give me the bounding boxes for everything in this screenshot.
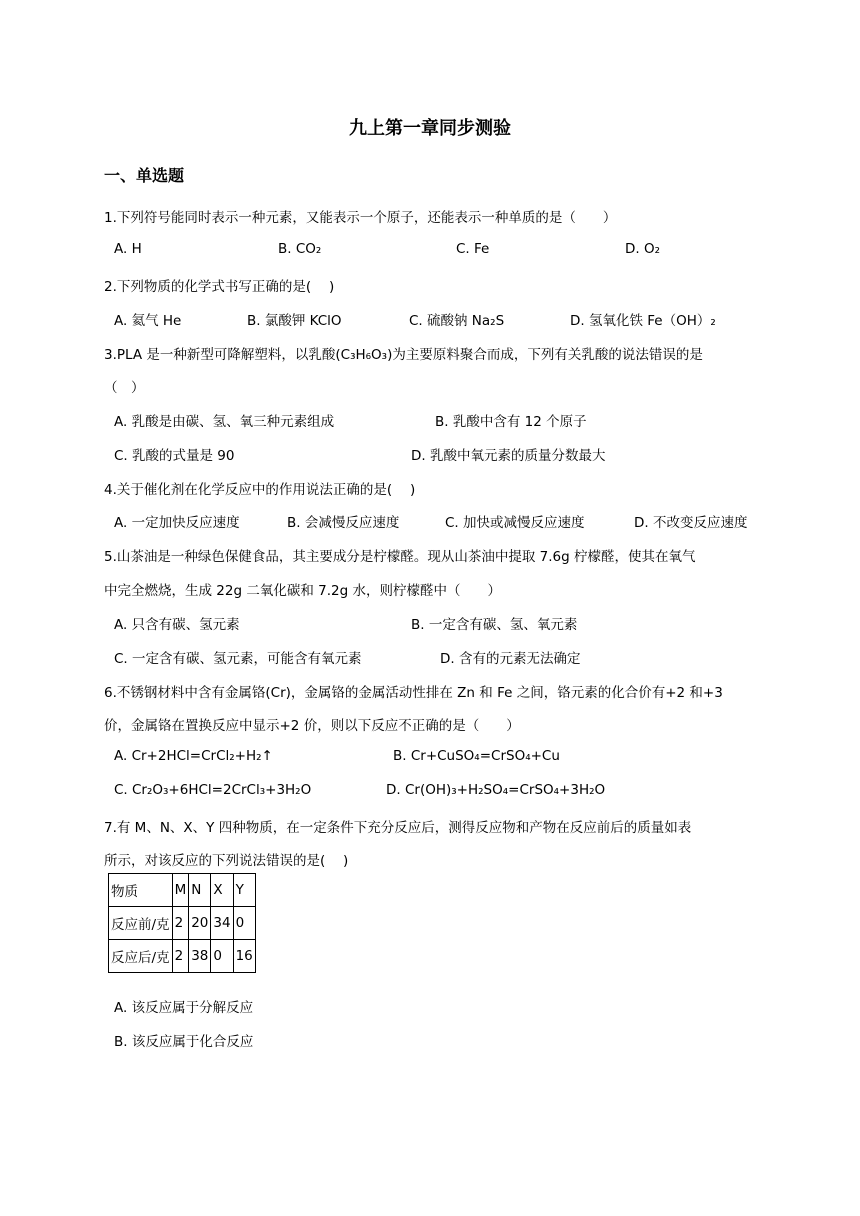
table-cell: 反应后/克 (109, 940, 173, 973)
question-3-stem-line1: 3.PLA 是一种新型可降解塑料，以乳酸(C₃H₆O₃)为主要原料聚合而成，下列有关乳酸的说法错误的是 (104, 347, 703, 363)
table-cell: 20 (189, 907, 211, 940)
q2-option-a: A. 氦气 He (114, 313, 182, 329)
q2-option-c: C. 硫酸钠 Na₂S (409, 313, 505, 329)
table-cell: 34 (211, 907, 233, 940)
question-6-stem-line2: 价，金属铬在置换反应中显示+2 价，则以下反应不正确的是（ ） (104, 718, 520, 734)
table-cell: 反应前/克 (109, 907, 173, 940)
table-cell: 0 (211, 940, 233, 973)
q4-option-a: A. 一定加快反应速度 (114, 515, 240, 531)
table-cell: 0 (233, 907, 255, 940)
question-1-stem: 1.下列符号能同时表示一种元素，又能表示一个原子，还能表示一种单质的是（ ） (104, 210, 617, 226)
q4-option-c: C. 加快或减慢反应速度 (445, 515, 585, 531)
q7-option-a: A. 该反应属于分解反应 (114, 1000, 254, 1016)
q6-option-d: D. Cr(OH)₃+H₂SO₄=CrSO₄+3H₂O (386, 782, 606, 798)
table-header-row (109, 874, 256, 907)
q6-option-c: C. Cr₂O₃+6HCl=2CrCl₃+3H₂O (114, 782, 312, 798)
question-5-stem-line1: 5.山茶油是一种绿色保健食品，其主要成分是柠檬醛。现从山茶油中提取 7.6g 柠檬醛，使其在氧气 (104, 549, 696, 565)
table-cell: 2 (172, 907, 189, 940)
table-cell: N (189, 874, 211, 907)
q3-option-b: B. 乳酸中含有 12 个原子 (435, 414, 587, 430)
question-3-stem-line2: （ ） (104, 380, 145, 396)
q6-option-b: B. Cr+CuSO₄=CrSO₄+Cu (393, 748, 560, 764)
q3-option-a: A. 乳酸是由碳、氢、氧三种元素组成 (114, 414, 335, 430)
q2-option-d: D. 氢氧化铁 Fe（OH）₂ (570, 313, 716, 329)
table-cell: 2 (172, 940, 189, 973)
table-cell: M (172, 874, 189, 907)
table-cell: Y (233, 874, 255, 907)
q2-option-b: B. 氯酸钾 KClO (247, 313, 342, 329)
table-cell: 16 (233, 940, 255, 973)
question-7-stem-line1: 7.有 M、N、X、Y 四种物质，在一定条件下充分反应后，测得反应物和产物在反应前后的质量如表 (104, 820, 692, 836)
q1-option-c: C. Fe (456, 241, 490, 257)
q5-option-c: C. 一定含有碳、氢元素，可能含有氧元素 (114, 651, 362, 667)
question-6-stem-line1: 6.不锈钢材料中含有金属铬(Cr)，金属铬的金属活动性排在 Zn 和 Fe 之间，铬元素的化合价有+2 和+3 (104, 685, 723, 701)
page-title: 九上第一章同步测验 (349, 118, 511, 139)
table-row (109, 907, 256, 940)
q5-option-d: D. 含有的元素无法确定 (440, 651, 581, 667)
q1-option-b: B. CO₂ (278, 241, 322, 257)
q3-option-d: D. 乳酸中氧元素的质量分数最大 (411, 448, 606, 464)
table-cell: 38 (189, 940, 211, 973)
q1-option-d: D. O₂ (625, 241, 661, 257)
q1-option-a: A. H (114, 241, 142, 257)
question-4-stem: 4.关于催化剂在化学反应中的作用说法正确的是( ) (104, 482, 416, 498)
section-heading: 一、单选题 (104, 166, 185, 185)
q5-option-b: B. 一定含有碳、氢、氧元素 (411, 617, 578, 633)
q3-option-c: C. 乳酸的式量是 90 (114, 448, 235, 464)
q6-option-a: A. Cr+2HCl=CrCl₂+H₂↑ (114, 748, 273, 764)
table-cell: X (211, 874, 233, 907)
q4-option-b: B. 会减慢反应速度 (287, 515, 400, 531)
table-cell: 物质 (109, 874, 173, 907)
q4-option-d: D. 不改变反应速度 (634, 515, 748, 531)
table-row (109, 940, 256, 973)
question-7-stem-line2: 所示，对该反应的下列说法错误的是( ) (104, 853, 349, 869)
q7-option-b: B. 该反应属于化合反应 (114, 1034, 254, 1050)
q5-option-a: A. 只含有碳、氢元素 (114, 617, 240, 633)
question-2-stem: 2.下列物质的化学式书写正确的是( ) (104, 279, 335, 295)
mass-table (108, 873, 256, 973)
question-5-stem-line2: 中完全燃烧，生成 22g 二氧化碳和 7.2g 水，则柠檬醛中（ ） (104, 583, 501, 599)
